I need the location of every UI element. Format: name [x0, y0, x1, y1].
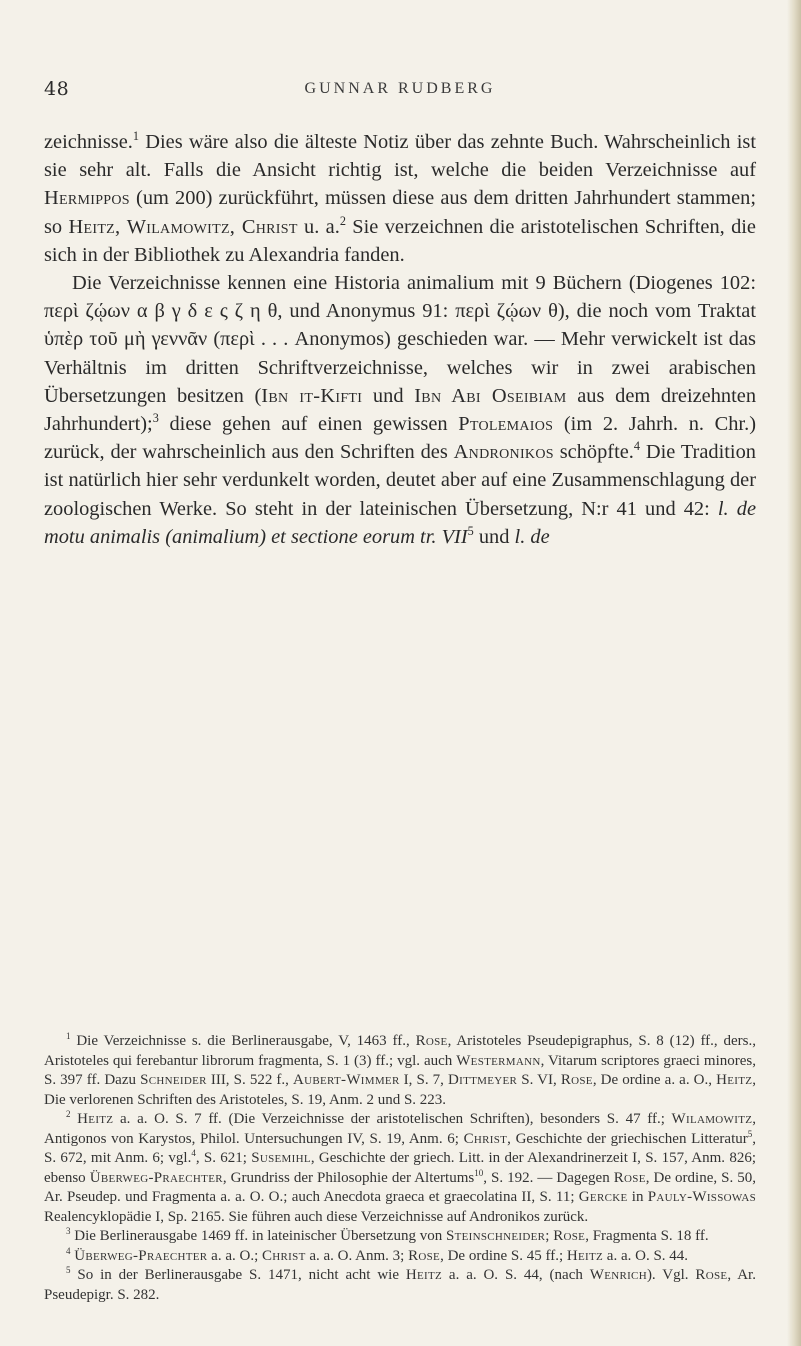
greek-text: περὶ ζῴων θ	[455, 300, 558, 323]
footnote-2: $^2$ Heitz a. a. O. S. 7 ff. (Die Verzeichnisse der aristotelischen Schriften), besonders S. 47 ff.; Wilamowitz, Antigonos von Karystos, Philol. Untersuchungen IV, S. 19, Anm. 6; Christ, Geschichte der griechischen Litteratur$^5$, S. 672, mit Anm. 6; vgl.$^4$, S. 621; Susemihl, Geschichte der griech. Litt. in der Alexandrinerzeit I, S. 157, Anm. 826; ebenso Überweg-Praechter, Grundriss der Philosophie der Altertums$^{10}$, S. 192. — Dagegen Rose, De ordine, S. 50, Ar. Pseudep. und Fragmenta a. a. O. O.; auch Anecdota graeca et graecolatina II, S. 11; Gercke in Pauly-Wissowas Realencyklopädie I, Sp. 2165. Sie führen auch diese Verzeichnisse auf Andronikos zurück.	[44, 1109, 757, 1225]
footnote-ref: 5	[467, 524, 474, 539]
italic-title: l. de motu animalis (animalium) et sectione eorum tr. VII	[44, 497, 756, 548]
footnote-mark: 3	[66, 1226, 71, 1236]
footnote-ref: 2	[339, 213, 346, 228]
page-edge	[787, 0, 801, 1346]
footnotes	[44, 1032, 756, 1305]
footnote-1: $^1$ Die Verzeichnisse s. die Berlinerausgabe, V, 1463 ff., Rose, Aristoteles Pseudepigraphus, S. 8 (12) ff., ders., Aristoteles qui ferebantur librorum fragmenta, S. 1 (3) ff.; vgl. auch Westermann, Vitarum scriptores graeci minores, S. 397 ff. Dazu Schneider III, S. 522 f., Aubert-Wimmer I, S. 7, Dittmeyer S. VI, Rose, De ordine a. a. O., Heitz, Die verlorenen Schriften des Aristoteles, S. 19, Anm. 2 und S. 223.	[44, 1031, 756, 1108]
footnote-mark: 4	[66, 1245, 71, 1256]
footnote-3: $^3$ Die Berlinerausgabe 1469 ff. in lateinischer Übersetzung von Steinschneider; Rose, Fragmenta S. 18 ff.	[66, 1226, 709, 1244]
italic-title: l. de	[514, 525, 550, 548]
greek-text: περὶ ζῴων α β γ δ ε ς ζ η θ	[44, 300, 278, 323]
footnote-ref: 1	[132, 129, 140, 144]
greek-text: ὑπὲρ τοῦ μὴ γεννᾶν	[44, 328, 208, 351]
footnote-4: $^4$ Überweg-Praechter a. a. O.; Christ a. a. O. Anm. 3; Rose, De ordine S. 45 ff.; Heitz a. a. O. S. 44.	[66, 1245, 689, 1264]
footnote-5: $^5$ So in der Berlinerausgabe S. 1471, nicht acht wie Heitz a. a. O. S. 44, (nach Wenrich). Vgl. Rose, Ar. Pseudepigr. S. 282.	[44, 1265, 756, 1303]
footnote-mark: 5	[66, 1265, 71, 1275]
paragraph-2: Die Verzeichnisse kennen eine Historia animalium mit 9 Büchern (Diogenes 102: περὶ ζῴων α β γ δ ε ς ζ η θ, und Anonymus 91: περὶ ζῴων θ), die noch vom Traktat ὑπὲρ τοῦ μὴ γεννᾶν (περὶ . . . Anonymos) geschieden war. — Mehr verwickelt ist das Verhältnis im dritten Schriftverzeichnisse, welches wir in zwei arabischen Übersetzungen besitzen (Ibn it-Kifti und Ibn Abi Oseibiam aus dem dreizehnten Jahrhundert);$^3$ diese gehen auf einen gewissen Ptolemaios (im 2. Jahrh. n. Chr.) zurück, der wahrscheinlich aus den Schriften des Andronikos schöpfte.$^4$ Die Tradition ist natürlich hier sehr verdunkelt worden, deutet aber auf eine Zusammenschlagung der zoologischen Werke. So steht in der lateinischen Übersetzung, N:r 41 und 42: l. de motu animalis (animalium) et sectione eorum tr. VII$^5$ und l. de	[44, 272, 757, 548]
page-header	[44, 78, 756, 108]
footnote-ref: 4	[633, 439, 641, 454]
main-text	[44, 128, 756, 551]
page-number: 48	[44, 78, 70, 100]
footnote-mark: 1	[66, 1031, 71, 1041]
paragraph-1: zeichnisse.$^1$ Dies wäre also die älteste Notiz über das zehnte Buch. Wahrscheinlich ist sie sehr alt. Falls die Ansicht richtig ist, welche die beiden Verzeichnisse auf Hermippos (um 200) zurückführt, müssen diese aus dem dritten Jahrhundert stammen; so Heitz, Wilamowitz, Christ u. a.$^2$ Sie verzeichnen die aristotelischen Schriften, die sich in der Bibliothek zu Alexandria fanden.	[44, 129, 756, 266]
footnote-ref: 3	[152, 411, 159, 426]
running-title: GUNNAR RUDBERG	[304, 80, 496, 97]
greek-text: περὶ	[220, 328, 255, 351]
footnote-mark: 2	[66, 1109, 71, 1119]
